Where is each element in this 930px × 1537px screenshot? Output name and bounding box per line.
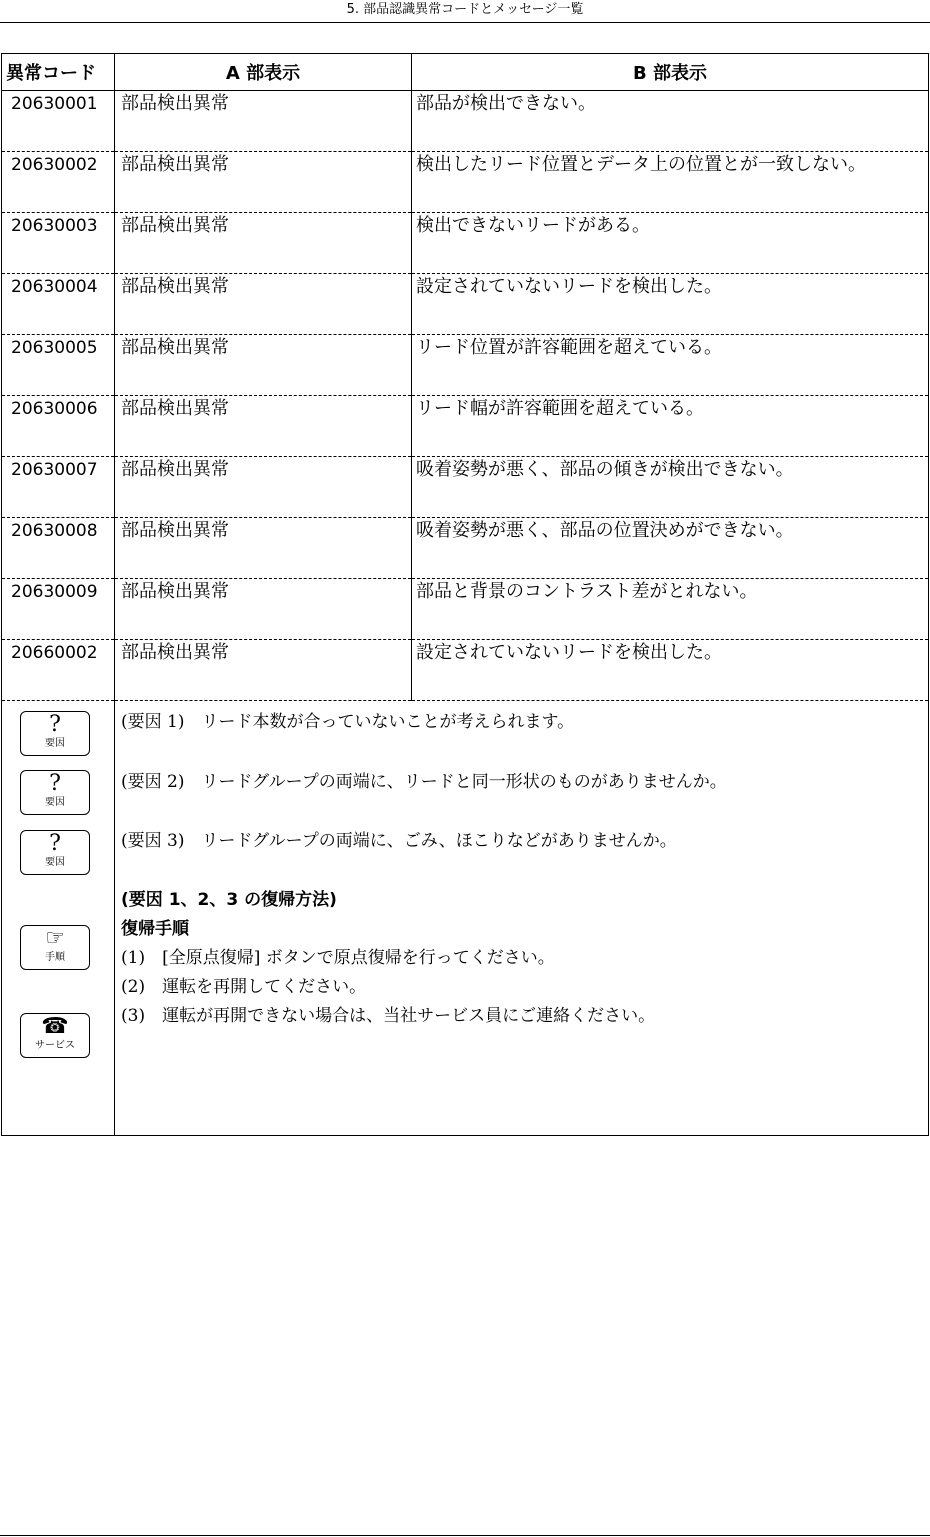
cause-icon (20, 711, 90, 756)
table-row (2, 91, 929, 152)
table-row (2, 579, 929, 640)
page-footer-rule (0, 1535, 930, 1536)
b-display: 部品が検出できない。 (412, 91, 929, 152)
recovery-step: (2) 運転を再開してください。 (121, 977, 367, 997)
table-row (2, 152, 929, 213)
error-code: 20630008 (2, 518, 115, 579)
b-display: 検出したリード位置とデータ上の位置とが一致しない。 (412, 152, 929, 213)
service-icon (20, 1013, 90, 1058)
a-display: 部品検出異常 (115, 579, 412, 640)
a-display: 部品検出異常 (115, 518, 412, 579)
b-display: 部品と背景のコントラスト差がとれない。 (412, 579, 929, 640)
table-row (2, 457, 929, 518)
column-header-a: A 部表示 (115, 54, 412, 91)
a-display: 部品検出異常 (115, 213, 412, 274)
service-icon-label: サービス (35, 1040, 75, 1051)
procedure-icon-label: 手順 (45, 952, 65, 963)
a-display: 部品検出異常 (115, 640, 412, 701)
b-display: リード幅が許容範囲を超えている。 (412, 396, 929, 457)
question-mark-icon: ? (49, 771, 61, 796)
a-display: 部品検出異常 (115, 457, 412, 518)
table-row (2, 335, 929, 396)
error-code: 20630001 (2, 91, 115, 152)
page-header (0, 0, 930, 23)
page-title: 5. 部品認識異常コードとメッセージ一覧 (346, 2, 584, 17)
b-display: 設定されていないリードを検出した。 (412, 640, 929, 701)
a-display: 部品検出異常 (115, 152, 412, 213)
explanation-row (2, 701, 929, 1136)
a-display: 部品検出異常 (115, 91, 412, 152)
explanation-body (115, 701, 929, 1136)
recovery-step: (1) [全原点復帰] ボタンで原点復帰を行ってください。 (121, 948, 555, 968)
a-display: 部品検出異常 (115, 396, 412, 457)
table-row (2, 396, 929, 457)
icon-column (2, 701, 115, 1136)
a-display: 部品検出異常 (115, 335, 412, 396)
cause-icon-label: 要因 (45, 797, 65, 808)
table-row (2, 274, 929, 335)
b-display: 吸着姿勢が悪く、部品の位置決めができない。 (412, 518, 929, 579)
error-code: 20630006 (2, 396, 115, 457)
pointing-hand-icon: ☞ (45, 926, 65, 951)
recovery-heading: (要因 1、2、3 の復帰方法) (121, 890, 337, 910)
b-display: リード位置が許容範囲を超えている。 (412, 335, 929, 396)
cause-text: (要因 3) リードグループの両端に、ごみ、ほこりなどがありませんか。 (121, 831, 677, 851)
cause-text: (要因 1) リード本数が合っていないことが考えられます。 (121, 712, 575, 732)
question-mark-icon: ? (49, 712, 61, 737)
error-code: 20630003 (2, 213, 115, 274)
recovery-subheading: 復帰手順 (121, 919, 189, 939)
error-code: 20660002 (2, 640, 115, 701)
column-header-code: 異常コード (2, 54, 115, 91)
cause-icon-label: 要因 (45, 738, 65, 749)
error-code: 20630009 (2, 579, 115, 640)
error-code-table (1, 53, 929, 1136)
telephone-icon: ☎ (41, 1014, 69, 1039)
table-header-row (2, 54, 929, 91)
column-header-b: B 部表示 (412, 54, 929, 91)
b-display: 設定されていないリードを検出した。 (412, 274, 929, 335)
error-code: 20630007 (2, 457, 115, 518)
procedure-icon (20, 925, 90, 970)
recovery-step: (3) 運転が再開できない場合は、当社サービス員にご連絡ください。 (121, 1006, 656, 1026)
cause-icon-label: 要因 (45, 857, 65, 868)
question-mark-icon: ? (49, 831, 61, 856)
cause-icon (20, 830, 90, 875)
error-code: 20630005 (2, 335, 115, 396)
cause-text: (要因 2) リードグループの両端に、リードと同一形状のものがありませんか。 (121, 772, 727, 792)
cause-icon (20, 770, 90, 815)
error-code: 20630002 (2, 152, 115, 213)
table-row (2, 640, 929, 701)
error-code: 20630004 (2, 274, 115, 335)
b-display: 吸着姿勢が悪く、部品の傾きが検出できない。 (412, 457, 929, 518)
table-row (2, 213, 929, 274)
b-display: 検出できないリードがある。 (412, 213, 929, 274)
table-row (2, 518, 929, 579)
a-display: 部品検出異常 (115, 274, 412, 335)
